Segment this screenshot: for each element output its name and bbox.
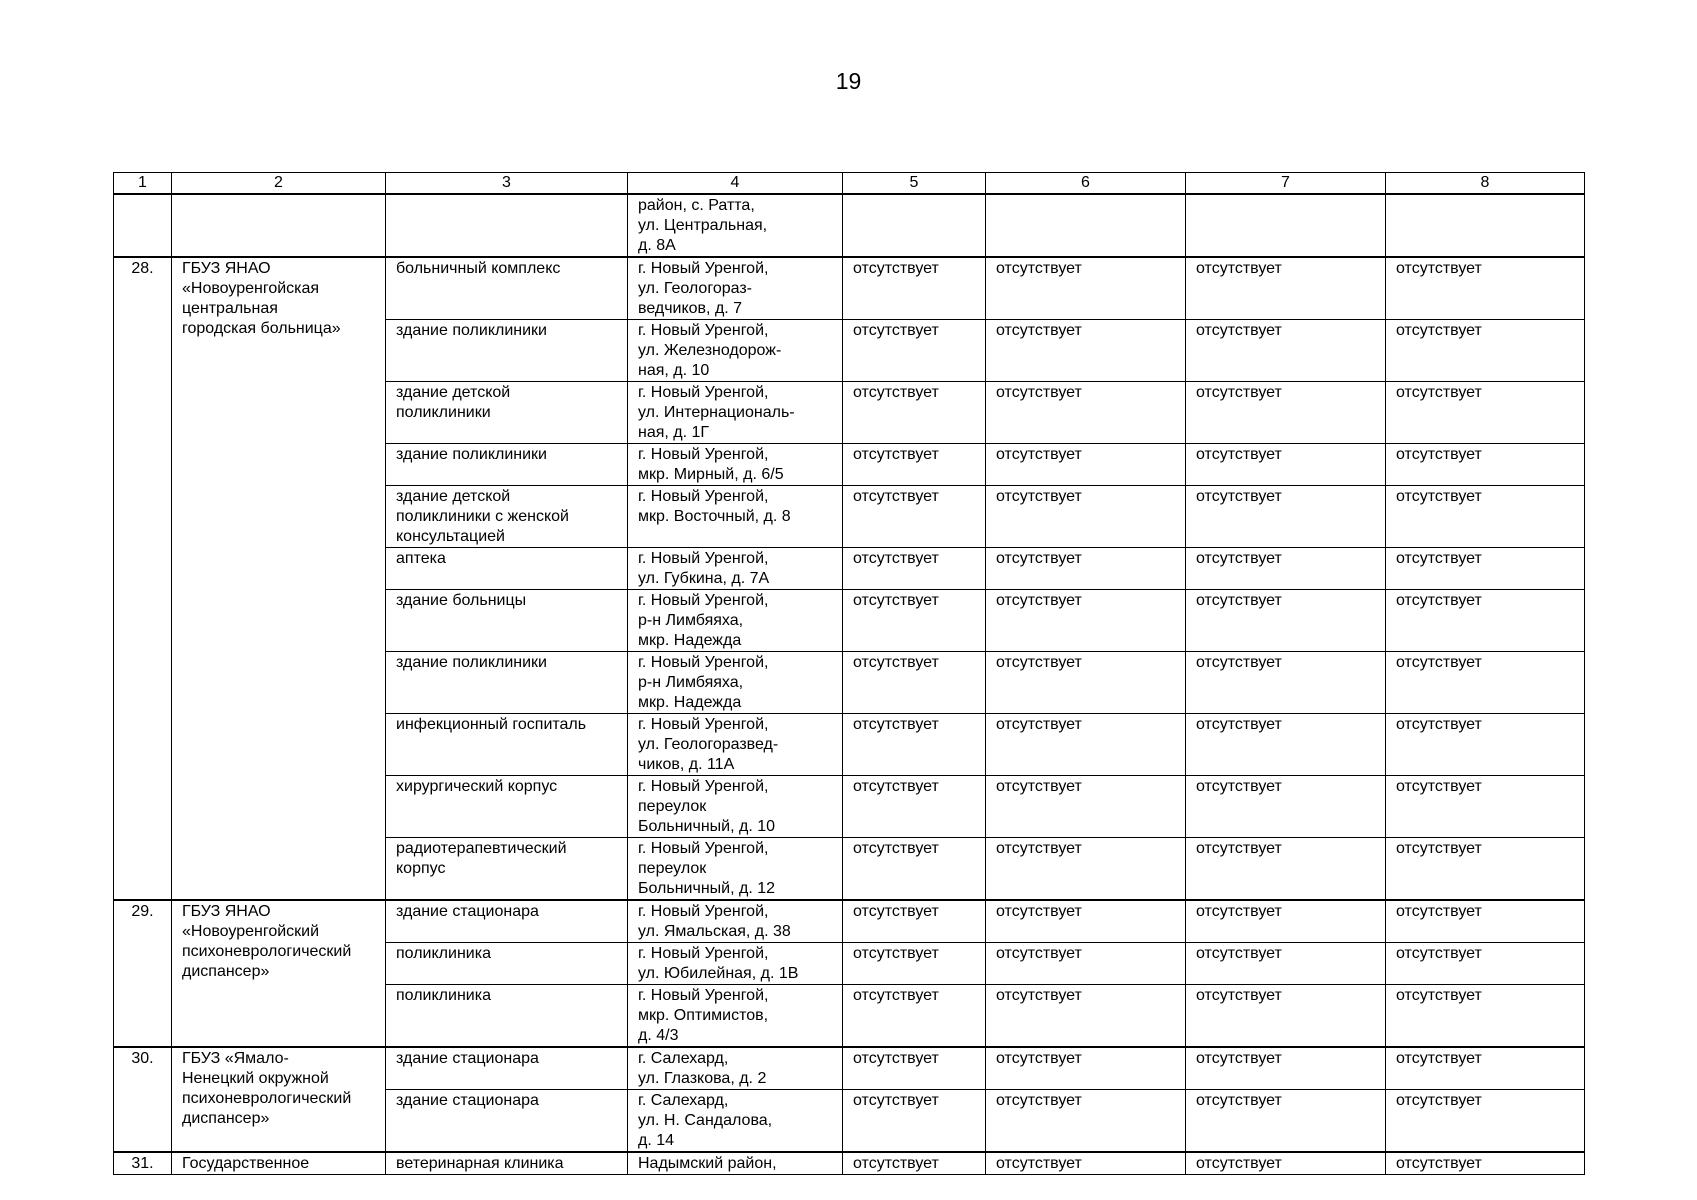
object-cell: больничный комплекс	[386, 257, 628, 320]
status-cell: отсутствует	[986, 257, 1186, 320]
status-cell: отсутствует	[986, 900, 1186, 943]
organization-cell: ГБУЗ ЯНАО «Новоуренгойский психоневрологический диспансер»	[172, 900, 386, 1047]
status-cell: отсутствует	[1186, 652, 1386, 714]
status-cell: отсутствует	[986, 1152, 1186, 1175]
status-cell: отсутствует	[1386, 320, 1585, 382]
status-cell: отсутствует	[843, 652, 986, 714]
status-cell: отсутствует	[1386, 382, 1585, 444]
status-cell: отсутствует	[1186, 985, 1386, 1048]
status-cell: отсутствует	[1386, 943, 1585, 985]
object-cell: поликлиника	[386, 985, 628, 1048]
status-cell: отсутствует	[1386, 776, 1585, 838]
row-number-cell: 31.	[114, 1152, 172, 1175]
status-cell: отсутствует	[843, 985, 986, 1048]
address-cell: г. Новый Уренгой, ул. Геологораз- ведчиков, д. 7	[628, 257, 843, 320]
status-cell: отсутствует	[843, 943, 986, 985]
status-cell: отсутствует	[1386, 900, 1585, 943]
status-cell	[1386, 194, 1585, 257]
status-cell: отсутствует	[1186, 257, 1386, 320]
address-cell: г. Новый Уренгой, мкр. Мирный, д. 6/5	[628, 444, 843, 486]
status-cell: отсутствует	[1186, 320, 1386, 382]
column-header: 4	[628, 173, 843, 195]
status-cell: отсутствует	[986, 838, 1186, 901]
status-cell: отсутствует	[986, 1090, 1186, 1153]
table-row	[114, 900, 1585, 943]
status-cell: отсутствует	[843, 900, 986, 943]
column-header: 8	[1386, 173, 1585, 195]
object-cell: здание поликлиники	[386, 652, 628, 714]
address-cell: г. Салехард, ул. Глазкова, д. 2	[628, 1047, 843, 1090]
address-cell: Надымский район,	[628, 1152, 843, 1175]
status-cell: отсутствует	[1186, 838, 1386, 901]
status-cell: отсутствует	[1386, 1047, 1585, 1090]
status-cell: отсутствует	[986, 444, 1186, 486]
row-number-cell: 29.	[114, 900, 172, 1047]
status-cell: отсутствует	[986, 652, 1186, 714]
status-cell	[1186, 194, 1386, 257]
status-cell: отсутствует	[843, 444, 986, 486]
object-cell	[386, 194, 628, 257]
page-number: 19	[835, 68, 862, 94]
address-cell: г. Новый Уренгой, переулок Больничный, д. 10	[628, 776, 843, 838]
organization-cell: Государственное	[172, 1152, 386, 1175]
status-cell: отсутствует	[1186, 943, 1386, 985]
status-cell: отсутствует	[843, 838, 986, 901]
address-cell: г. Новый Уренгой, переулок Больничный, д. 12	[628, 838, 843, 901]
table-row	[114, 194, 1585, 257]
column-header: 5	[843, 173, 986, 195]
column-header: 6	[986, 173, 1186, 195]
object-cell: здание больницы	[386, 590, 628, 652]
organization-cell: ГБУЗ ЯНАО «Новоуренгойская центральная городская больница»	[172, 257, 386, 900]
status-cell: отсутствует	[1386, 444, 1585, 486]
header-row	[114, 173, 1585, 195]
status-cell: отсутствует	[1186, 1152, 1386, 1175]
status-cell: отсутствует	[1186, 714, 1386, 776]
status-cell: отсутствует	[1186, 486, 1386, 548]
table-row	[114, 1152, 1585, 1175]
status-cell: отсутствует	[986, 714, 1186, 776]
status-cell: отсутствует	[843, 548, 986, 590]
status-cell: отсутствует	[1386, 838, 1585, 901]
status-cell: отсутствует	[986, 776, 1186, 838]
status-cell: отсутствует	[843, 1152, 986, 1175]
status-cell: отсутствует	[1386, 985, 1585, 1048]
address-cell: г. Новый Уренгой, ул. Губкина, д. 7А	[628, 548, 843, 590]
status-cell: отсутствует	[1186, 590, 1386, 652]
address-cell: г. Новый Уренгой, ул. Интернациональ- ная, д. 1Г	[628, 382, 843, 444]
status-cell: отсутствует	[843, 257, 986, 320]
object-cell: здание детской поликлиники	[386, 382, 628, 444]
status-cell: отсутствует	[843, 714, 986, 776]
status-cell: отсутствует	[843, 486, 986, 548]
row-number-cell: 30.	[114, 1047, 172, 1152]
status-cell: отсутствует	[843, 1047, 986, 1090]
status-cell: отсутствует	[1386, 590, 1585, 652]
row-number-cell: 28.	[114, 257, 172, 900]
status-cell: отсутствует	[986, 486, 1186, 548]
address-cell: г. Новый Уренгой, ул. Юбилейная, д. 1В	[628, 943, 843, 985]
status-cell: отсутствует	[843, 382, 986, 444]
object-cell: здание поликлиники	[386, 320, 628, 382]
column-header: 3	[386, 173, 628, 195]
address-cell: г. Новый Уренгой, р-н Лимбяяха, мкр. Надежда	[628, 652, 843, 714]
status-cell: отсутствует	[1386, 1090, 1585, 1153]
status-cell: отсутствует	[986, 943, 1186, 985]
address-cell: район, с. Ратта, ул. Центральная, д. 8А	[628, 194, 843, 257]
table-row	[114, 1047, 1585, 1090]
object-cell: ветеринарная клиника	[386, 1152, 628, 1175]
status-cell: отсутствует	[1386, 1152, 1585, 1175]
status-cell: отсутствует	[986, 382, 1186, 444]
column-header: 7	[1186, 173, 1386, 195]
status-cell: отсутствует	[1386, 486, 1585, 548]
address-cell: г. Новый Уренгой, мкр. Оптимистов, д. 4/3	[628, 985, 843, 1048]
status-cell: отсутствует	[843, 776, 986, 838]
status-cell: отсутствует	[986, 548, 1186, 590]
address-cell: г. Новый Уренгой, р-н Лимбяяха, мкр. Надежда	[628, 590, 843, 652]
status-cell: отсутствует	[1386, 714, 1585, 776]
object-cell: инфекционный госпиталь	[386, 714, 628, 776]
object-cell: здание стационара	[386, 900, 628, 943]
address-cell: г. Новый Уренгой, ул. Железнодорож- ная, д. 10	[628, 320, 843, 382]
status-cell: отсутствует	[1386, 652, 1585, 714]
column-header: 1	[114, 173, 172, 195]
object-cell: поликлиника	[386, 943, 628, 985]
table-row	[114, 257, 1585, 320]
address-cell: г. Новый Уренгой, ул. Ямальская, д. 38	[628, 900, 843, 943]
status-cell: отсутствует	[986, 1047, 1186, 1090]
status-cell: отсутствует	[843, 590, 986, 652]
object-cell: здание стационара	[386, 1047, 628, 1090]
row-number-cell	[114, 194, 172, 257]
status-cell: отсутствует	[1186, 548, 1386, 590]
status-cell: отсутствует	[1386, 257, 1585, 320]
object-cell: здание поликлиники	[386, 444, 628, 486]
column-header: 2	[172, 173, 386, 195]
status-cell: отсутствует	[1186, 1047, 1386, 1090]
address-cell: г. Салехард, ул. Н. Сандалова, д. 14	[628, 1090, 843, 1153]
object-cell: радиотерапевтический корпус	[386, 838, 628, 901]
status-cell	[986, 194, 1186, 257]
status-cell: отсутствует	[1186, 382, 1386, 444]
status-cell: отсутствует	[1186, 900, 1386, 943]
status-cell: отсутствует	[1186, 1090, 1386, 1153]
object-cell: здание детской поликлиники с женской консультацией	[386, 486, 628, 548]
status-cell: отсутствует	[843, 320, 986, 382]
status-cell: отсутствует	[1186, 444, 1386, 486]
status-cell: отсутствует	[986, 320, 1186, 382]
organization-cell: ГБУЗ «Ямало- Ненецкий окружной психоневрологический диспансер»	[172, 1047, 386, 1152]
status-cell	[843, 194, 986, 257]
status-cell: отсутствует	[986, 590, 1186, 652]
status-cell: отсутствует	[1186, 776, 1386, 838]
organization-cell	[172, 194, 386, 257]
status-cell: отсутствует	[1386, 548, 1585, 590]
object-cell: аптека	[386, 548, 628, 590]
address-cell: г. Новый Уренгой, ул. Геологоразвед- чиков, д. 11А	[628, 714, 843, 776]
address-cell: г. Новый Уренгой, мкр. Восточный, д. 8	[628, 486, 843, 548]
facilities-table	[113, 172, 1585, 1175]
status-cell: отсутствует	[843, 1090, 986, 1153]
object-cell: здание стационара	[386, 1090, 628, 1153]
status-cell: отсутствует	[986, 985, 1186, 1048]
object-cell: хирургический корпус	[386, 776, 628, 838]
